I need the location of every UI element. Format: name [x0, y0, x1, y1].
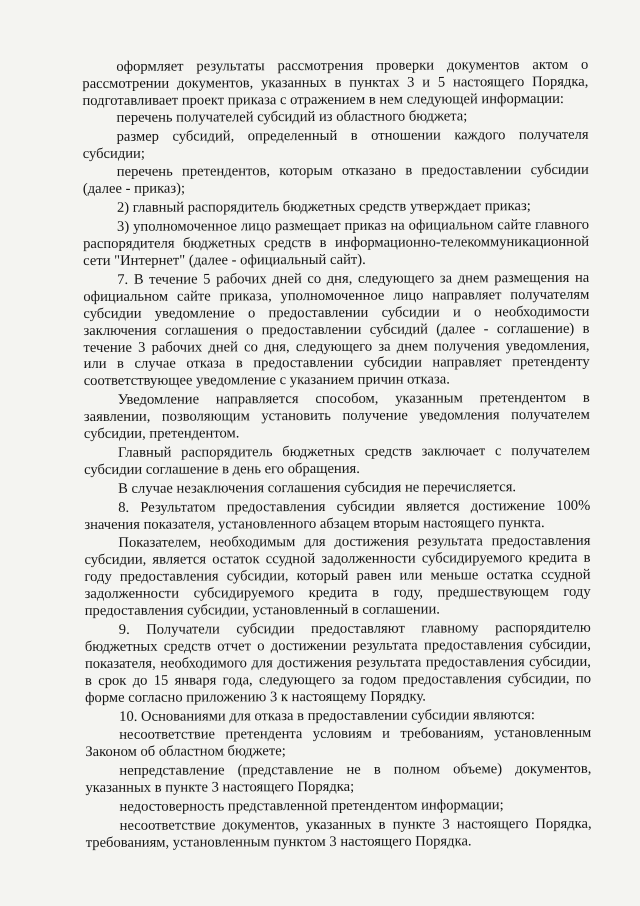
paragraph: размер субсидий, определенный в отношении каждого получателя субсидии; [82, 126, 589, 162]
paragraph: оформляет результаты рассмотрения проверки документов актом о рассмотрении документов, указанных в пунктах 3 и 5 настоящего Порядка, подготавливает проект приказа с отражением в нем следующей информации: [82, 56, 589, 109]
paragraph: Главный распорядитель бюджетных средств заключает с получателем субсидии соглашение в день его обращения. [84, 442, 591, 478]
paragraph: 10. Основаниями для отказа в предоставлении субсидии являются: [119, 706, 535, 725]
paragraph: недостоверность представленной претендентом информации; [119, 797, 504, 815]
paragraph: В случае незаключения соглашения субсидия не перечисляется. [118, 478, 517, 497]
paragraph: перечень претендентов, которым отказано в предоставлении субсидии (далее - приказ); [82, 162, 589, 198]
paragraph: 3) уполномоченное лицо размещает приказ на официальном сайте главного распорядителя бюджетных средств в информационно-телекоммуникационной сети "Интернет" (далее - официальный сайт). [83, 216, 590, 270]
paragraph: 9. Получатели субсидии предоставляют главному распорядителю бюджетных средств отчет о достижении результата предоставления субсидии, показателя, необходимого для достижения результата предоставления субсидии, в срок до 15 января года, следующего за годом предоставления субсидии, по форме согласно приложению 3 к настоящему Порядку. [84, 619, 592, 706]
paragraph: несоответствие документов, указанных в пункте 3 настоящего Порядка, требованиям, установленным пунктом 3 настоящего Порядка. [85, 815, 592, 851]
paragraph: Уведомление направляется способом, указанным претендентом в заявлении, позволяющим установить получение уведомления получателем субсидии, претендентом. [83, 390, 590, 443]
paragraph: несоответствие претендента условиям и требованиям, установленным Законом об областном бюджете; [85, 725, 592, 761]
paragraph: 2) главный распорядитель бюджетных средств утверждает приказ; [116, 198, 531, 217]
paragraph: 8. Результатом предоставления субсидии является достижение 100% значения показателя, установленного абзацем вторым настоящего пункта. [84, 497, 591, 533]
paragraph: Показателем, необходимым для достижения результата предоставления субсидии, является остаток ссудной задолженности субсидируемого кредита в году предоставления субсидии, который равен или меньше остатка ссудной задолженности субсидируемого кредита в году, предшествующем году предоставления субсидии, установленный в соглашении. [84, 533, 591, 620]
paragraph: 7. В течение 5 рабочих дней со дня, следующего за днем размещения на официальном сайте приказа, уполномоченное лицо направляет получателям субсидии уведомление о предоставлении субсидии и о необходимости заключения соглашения о предоставлении субсидий (далее - соглашение) в течение 3 рабочих дней со дня, следующего за днем получения уведомления, или в случае отказа в предоставлении субсидии направляет претенденту соответствующее уведомление с указанием причин отказа. [83, 269, 590, 390]
paragraph: перечень получателей субсидий из областного бюджета; [116, 108, 468, 126]
paragraph: непредставление (представление не в полном объеме) документов, указанных в пункте 3 настоящего Порядка; [85, 761, 592, 797]
